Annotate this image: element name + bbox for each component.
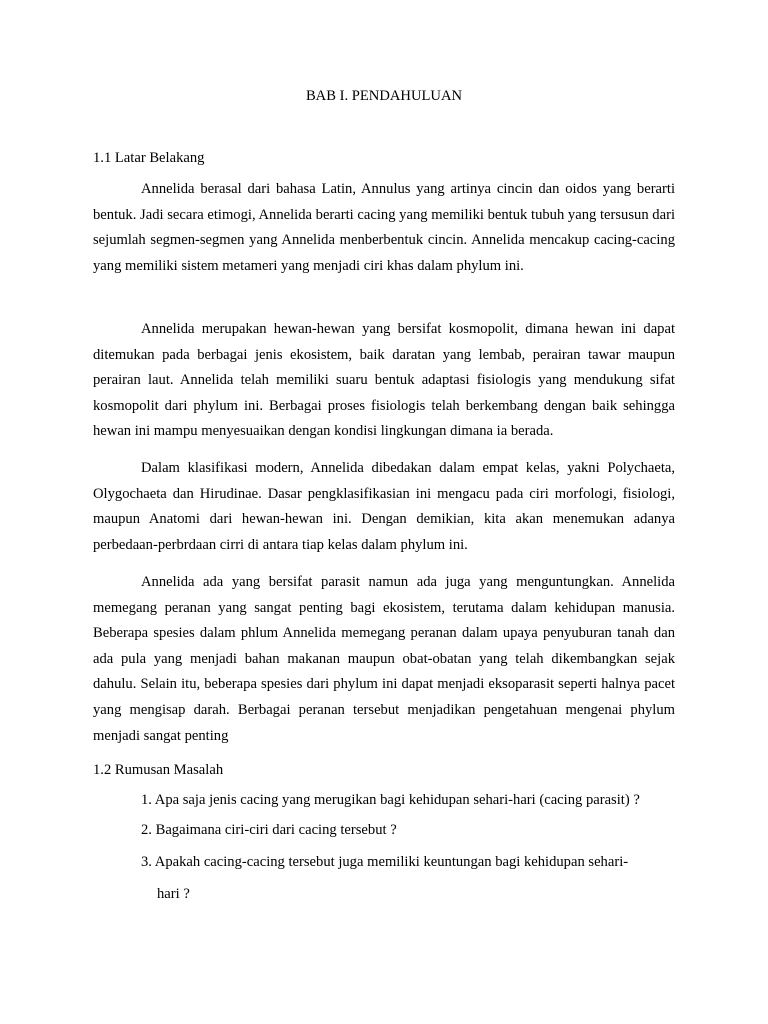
chapter-title: BAB I. PENDAHULUAN: [305, 88, 463, 104]
list-item: 3. Apakah cacing-cacing tersebut juga memiliki keuntungan bagi kehidupan sehari-: [141, 854, 629, 870]
list-item: 2. Bagaimana ciri-ciri dari cacing tersebut ?: [141, 822, 397, 838]
paragraph-3: Dalam klasifikasi modern, Annelida dibedakan dalam empat kelas, yakni Polychaeta, Olygochaeta dan Hirudinae. Dasar pengklasifikasian ini mengacu pada ciri morfologi, fisiologi, maupun Anatomi dari hewan-hewan ini. Dengan demikian, kita akan menemukan adanya perbedaan-perbrdaan cirri di antara tiap kelas dalam phylum ini.: [93, 460, 675, 553]
paragraph-4: Annelida ada yang bersifat parasit namun ada juga yang menguntungkan. Annelida memegang peranan yang sangat penting bagi ekosistem, terutama dalam kehidupan manusia. Beberapa spesies dalam phlum Annelida memegang peranan dalam upaya penyuburan tanah dan ada pula yang menjadi bahan makanan maupun obat-obatan yang telah dikembangkan sejak dahulu. Selain itu, beberapa spesies dari phylum ini dapat menjadi eksoparasit seperti halnya pacet yang mengisap darah. Berbagai peranan tersebut menjadikan pengetahuan mengenai phylum menjadi sangat penting: [93, 574, 675, 744]
section-heading-rumusan-masalah: 1.2 Rumusan Masalah: [93, 762, 224, 778]
section-heading-latar-belakang: 1.1 Latar Belakang: [93, 150, 205, 166]
list-item: 1. Apa saja jenis cacing yang merugikan bagi kehidupan sehari-hari (cacing parasit) ?: [141, 792, 640, 808]
paragraph-2: Annelida merupakan hewan-hewan yang bersifat kosmopolit, dimana hewan ini dapat ditemukan pada berbagai jenis ekosistem, baik daratan yang lembab, perairan tawar maupun perairan laut. Annelida telah memiliki suaru bentuk adaptasi fisiologis yang mendukung sifat kosmopolit dari phylum ini. Berbagai proses fisiologis telah berkembang dengan baik sehingga hewan ini mampu menyesuaikan dengan kondisi lingkungan dimana ia berada.: [93, 321, 675, 440]
paragraph-1: Annelida berasal dari bahasa Latin, Annulus yang artinya cincin dan oidos yang berarti bentuk. Jadi secara etimogi, Annelida berarti cacing yang memiliki bentuk tubuh yang tersusun dari sejumlah segmen-segmen yang Annelida menberbentuk cincin. Annelida mencakup cacing-cacing yang memiliki sistem metameri yang menjadi ciri khas dalam phylum ini.: [93, 181, 675, 274]
list-item-continuation: hari ?: [157, 886, 190, 902]
